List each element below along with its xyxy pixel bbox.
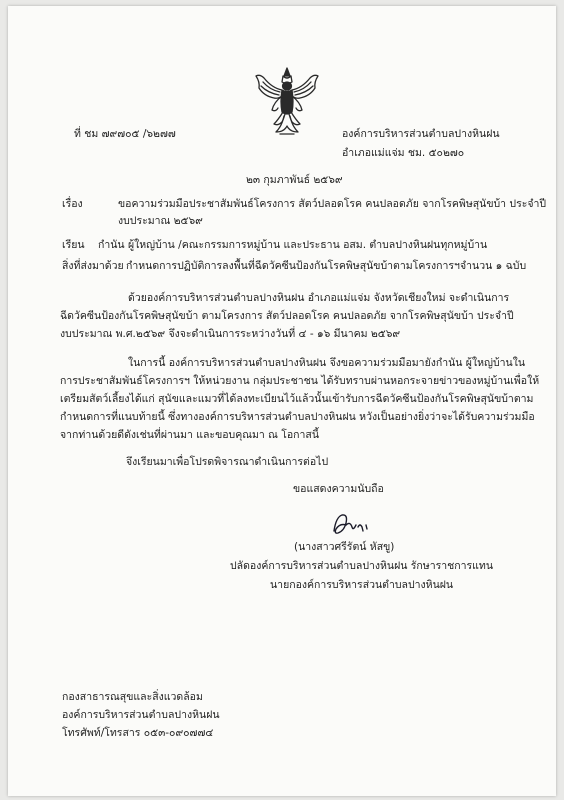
enclosure-text: กำหนดการปฏิบัติการลงพื้นที่ฉีดวัคซีนป้องกันโรคพิษสุนัขบ้าตามโครงการฯ bbox=[126, 260, 460, 272]
garuda-emblem-icon bbox=[254, 66, 320, 138]
para2-line: ในการนี้ องค์การบริหารส่วนตำบลปางหินฝน จึงขอความร่วมมือมายังกำนัน ผู้ใหญ่บ้านใน bbox=[128, 357, 525, 369]
para2-line: จากท่านด้วยดีดังเช่นที่ผ่านมา และขอบคุณมา ณ โอกาสนี้ bbox=[60, 429, 320, 441]
para1-line: งบประมาณ พ.ศ.๒๕๖๙ จึงจะดำเนินการระหว่างวันที่ ๔ - ๑๖ มีนาคม ๒๕๖๙ bbox=[60, 328, 401, 340]
subject-label: เรื่อง bbox=[62, 198, 83, 210]
enclosure-label: สิ่งที่ส่งมาด้วย bbox=[62, 260, 124, 272]
handwritten-signature bbox=[326, 511, 390, 539]
org-address: อำเภอแม่แจ่ม ชม. ๕๐๒๗๐ bbox=[342, 147, 465, 159]
para2-line: การประชาสัมพันธ์โครงการฯ ให้หน่วยงาน กลุ่มประชาชน ได้รับทราบผ่านหอกระจายข่าวของหมู่บ้านเพื่อให้ bbox=[60, 375, 540, 387]
footer-org: องค์การบริหารส่วนตำบลปางหินฝน bbox=[62, 709, 220, 721]
enclosure-quantity: จำนวน ๑ ฉบับ bbox=[460, 260, 527, 272]
closing-request: จึงเรียนมาเพื่อโปรดพิจารณาดำเนินการต่อไป bbox=[126, 456, 329, 468]
document-page bbox=[8, 6, 556, 796]
signer-name: (นางสาวศรีรัตน์ หัสขู) bbox=[294, 541, 395, 553]
recipient-text: กำนัน ผู้ใหญ่บ้าน /คณะกรรมการหมู่บ้าน และประธาน อสม. ตำบลปางหินฝนทุกหมู่บ้าน bbox=[98, 239, 488, 251]
para2-line: กำหนดการที่แนบท้ายนี้ ซึ่งทางองค์การบริหารส่วนตำบลปางหินฝน หวังเป็นอย่างยิ่งว่าจะได้รับความร่วมมือ bbox=[60, 411, 535, 423]
footer-phone: โทรศัพท์/โทรสาร ๐๕๓-๐๙๐๗๗๔ bbox=[62, 727, 214, 739]
reference-number: ที่ ชม ๗๙๗๐๕ /๖๒๗๗ bbox=[74, 128, 176, 140]
recipient-label: เรียน bbox=[62, 239, 85, 251]
para2-line: เตรียมสัตว์เลี้ยงได้แก่ สุนัขและแมวที่ได้ลงทะเบียนไว้แล้วนั้นเข้ารับการฉีดวัคซีนป้องกันโรคพิษสุนัขบ้าตาม bbox=[60, 393, 534, 405]
signer-title-2: นายกองค์การบริหารส่วนตำบลปางหินฝน bbox=[270, 579, 454, 591]
footer-division: กองสาธารณสุขและสิ่งแวดล้อม bbox=[62, 691, 203, 703]
signer-title-1: ปลัดองค์การบริหารส่วนตำบลปางหินฝน รักษาราชการแทน bbox=[230, 560, 494, 572]
subject-line-1: ขอความร่วมมือประชาสัมพันธ์โครงการ สัตว์ปลอดโรค คนปลอดภัย จากโรคพิษสุนัขบ้า ประจำปี bbox=[118, 198, 547, 210]
subject-line-2: งบประมาณ ๒๕๖๙ bbox=[118, 215, 203, 227]
para1-line: ฉีดวัคซีนป้องกันโรคพิษสุนัขบ้า ตามโครงการ สัตว์ปลอดโรค คนปลอดภัย จากโรคพิษสุนัขบ้า ประจำปี bbox=[60, 310, 514, 322]
letter-date: ๒๓ กุมภาพันธ์ ๒๕๖๙ bbox=[246, 174, 343, 186]
org-name: องค์การบริหารส่วนตำบลปางหินฝน bbox=[342, 128, 500, 140]
salutation: ขอแสดงความนับถือ bbox=[293, 483, 384, 495]
para1-line: ด้วยองค์การบริหารส่วนตำบลปางหินฝน อำเภอแม่แจ่ม จังหวัดเชียงใหม่ จะดำเนินการ bbox=[128, 292, 510, 304]
